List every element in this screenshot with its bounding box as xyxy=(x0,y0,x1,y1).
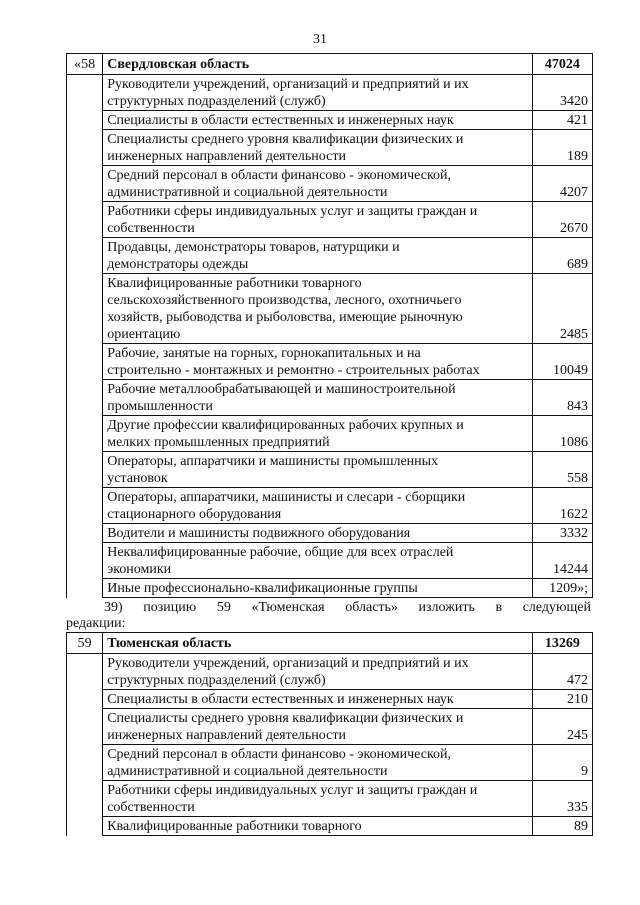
label-line: административной и социальной деятельности xyxy=(107,185,388,200)
table-row xyxy=(67,75,593,111)
occupation-group-label xyxy=(103,452,532,488)
empty-number-cell xyxy=(67,75,103,111)
occupation-group-count: 472 xyxy=(532,654,592,690)
occupation-group-count: 3332 xyxy=(532,524,592,543)
label-line: Руководители учреждений, организаций и предприятий и их xyxy=(107,77,469,92)
occupation-group-label xyxy=(103,238,532,274)
label-line: строительно - монтажных и ремонтно - строительных работах xyxy=(107,363,480,378)
label-line: Неквалифицированные рабочие, общие для всех отраслей xyxy=(107,545,454,560)
label-line: сельскохозяйственного производства, лесного, охотничьего xyxy=(107,293,462,308)
empty-number-cell xyxy=(67,745,103,781)
region-total: 13269 xyxy=(532,633,592,654)
occupation-group-label xyxy=(103,488,532,524)
label-line: стационарного оборудования xyxy=(107,507,282,522)
table-row xyxy=(67,579,593,598)
label-line: Другие профессии квалифицированных рабочих крупных и xyxy=(107,418,464,433)
label-line: хозяйств, рыбоводства и рыболовства, имеющие рыночную xyxy=(107,310,463,325)
table-row xyxy=(67,817,593,836)
empty-number-cell xyxy=(67,452,103,488)
table-row xyxy=(67,202,593,238)
occupation-group-label xyxy=(103,781,532,817)
amendment-paragraph xyxy=(66,600,591,632)
occupation-group-label xyxy=(103,130,532,166)
region-name: Тюменская область xyxy=(103,633,532,654)
occupation-group-count: 843 xyxy=(532,380,592,416)
position-number: 59 xyxy=(67,633,103,654)
occupation-group-count: 558 xyxy=(532,452,592,488)
empty-number-cell xyxy=(67,709,103,745)
empty-number-cell xyxy=(67,781,103,817)
occupation-group-label xyxy=(103,416,532,452)
occupation-group-count: 335 xyxy=(532,781,592,817)
label-line: Специалисты в области естественных и инженерных наук xyxy=(107,692,454,707)
occupation-group-count: 4207 xyxy=(532,166,592,202)
empty-number-cell xyxy=(67,238,103,274)
table-row xyxy=(67,654,593,690)
empty-number-cell xyxy=(67,416,103,452)
occupation-group-count: 9 xyxy=(532,745,592,781)
amendment-line-2: редакции: xyxy=(66,616,126,631)
label-line: административной и социальной деятельности xyxy=(107,764,388,779)
occupation-group-label xyxy=(103,274,532,344)
table-row xyxy=(67,781,593,817)
table-row xyxy=(67,416,593,452)
amendment-line-1: 39) позицию 59 «Тюменская область» изложить в следующей xyxy=(104,600,591,615)
label-line: Средний персонал в области финансово - экономической, xyxy=(107,747,452,762)
occupation-group-label xyxy=(103,709,532,745)
table-row xyxy=(67,166,593,202)
occupation-group-label xyxy=(103,202,532,238)
label-line: Иные профессионально-квалификационные группы xyxy=(107,581,418,596)
table-row xyxy=(67,130,593,166)
label-line: Рабочие металлообрабатывающей и машиностроительной xyxy=(107,382,456,397)
label-line: Квалифицированные работники товарного xyxy=(107,276,362,291)
occupation-group-count: 2670 xyxy=(532,202,592,238)
region-header-row xyxy=(67,633,593,654)
empty-number-cell xyxy=(67,130,103,166)
label-line: Работники сферы индивидуальных услуг и защиты граждан и xyxy=(107,783,478,798)
occupation-group-count: 3420 xyxy=(532,75,592,111)
label-line: Работники сферы индивидуальных услуг и защиты граждан и xyxy=(107,204,478,219)
occupation-group-label xyxy=(103,344,532,380)
label-line: демонстраторы одежды xyxy=(107,257,249,272)
table-row xyxy=(67,543,593,579)
label-line: инженерных направлений деятельности xyxy=(107,149,346,164)
label-line: структурных подразделений (служб) xyxy=(107,94,326,109)
occupation-group-count: 89 xyxy=(532,817,592,836)
occupation-group-count: 245 xyxy=(532,709,592,745)
empty-number-cell xyxy=(67,111,103,130)
label-line: ориентацию xyxy=(107,327,181,342)
empty-number-cell xyxy=(67,344,103,380)
table-row xyxy=(67,488,593,524)
label-line: Специалисты среднего уровня квалификации физических и xyxy=(107,711,464,726)
occupation-group-count: 689 xyxy=(532,238,592,274)
label-line: Продавцы, демонстраторы товаров, натурщики и xyxy=(107,240,400,255)
occupation-group-count: 189 xyxy=(532,130,592,166)
occupation-group-count: 2485 xyxy=(532,274,592,344)
empty-number-cell xyxy=(67,380,103,416)
tyumen-table xyxy=(66,632,593,836)
label-line: Руководители учреждений, организаций и предприятий и их xyxy=(107,656,469,671)
empty-number-cell xyxy=(67,202,103,238)
region-header-row xyxy=(67,54,593,75)
occupation-group-count: 1622 xyxy=(532,488,592,524)
occupation-group-count: 421 xyxy=(532,111,592,130)
label-line: установок xyxy=(107,471,168,486)
table-row xyxy=(67,690,593,709)
table-row xyxy=(67,274,593,344)
occupation-group-label xyxy=(103,745,532,781)
table-row xyxy=(67,111,593,130)
occupation-group-count: 10049 xyxy=(532,344,592,380)
table-row xyxy=(67,524,593,543)
occupation-group-count: 1209»; xyxy=(532,579,592,598)
table-row xyxy=(67,709,593,745)
occupation-group-count: 1086 xyxy=(532,416,592,452)
position-number: «58 xyxy=(67,54,103,75)
label-line: Операторы, аппаратчики, машинисты и слесари - сборщики xyxy=(107,490,466,505)
occupation-group-count: 210 xyxy=(532,690,592,709)
label-line: экономики xyxy=(107,562,172,577)
sverdlovsk-table xyxy=(66,53,593,598)
label-line: Специалисты среднего уровня квалификации физических и xyxy=(107,132,464,147)
empty-number-cell xyxy=(67,274,103,344)
label-line: собственности xyxy=(107,221,195,236)
occupation-group-label xyxy=(103,579,532,598)
table-row xyxy=(67,452,593,488)
occupation-group-label xyxy=(103,690,532,709)
empty-number-cell xyxy=(67,166,103,202)
label-line: Рабочие, занятые на горных, горнокапитальных и на xyxy=(107,346,421,361)
occupation-group-count: 14244 xyxy=(532,543,592,579)
label-line: Квалифицированные работники товарного xyxy=(107,819,362,834)
label-line: промышленности xyxy=(107,399,213,414)
label-line: Операторы, аппаратчики и машинисты промышленных xyxy=(107,454,439,469)
region-total: 47024 xyxy=(532,54,592,75)
occupation-group-label xyxy=(103,166,532,202)
table-row xyxy=(67,745,593,781)
table-row xyxy=(67,344,593,380)
empty-number-cell xyxy=(67,654,103,690)
occupation-group-label xyxy=(103,75,532,111)
empty-number-cell xyxy=(67,488,103,524)
empty-number-cell xyxy=(67,524,103,543)
empty-number-cell xyxy=(67,690,103,709)
occupation-group-label xyxy=(103,543,532,579)
table-row xyxy=(67,380,593,416)
occupation-group-label xyxy=(103,817,532,836)
occupation-group-label xyxy=(103,380,532,416)
empty-number-cell xyxy=(67,579,103,598)
page-number: 31 xyxy=(313,32,327,47)
occupation-group-label xyxy=(103,654,532,690)
empty-number-cell xyxy=(67,543,103,579)
label-line: собственности xyxy=(107,800,195,815)
label-line: структурных подразделений (служб) xyxy=(107,673,326,688)
label-line: Специалисты в области естественных и инженерных наук xyxy=(107,113,454,128)
empty-number-cell xyxy=(67,817,103,836)
table-row xyxy=(67,238,593,274)
label-line: Водители и машинисты подвижного оборудования xyxy=(107,526,411,541)
label-line: мелких промышленных предприятий xyxy=(107,435,330,450)
label-line: Средний персонал в области финансово - экономической, xyxy=(107,168,452,183)
region-name: Свердловская область xyxy=(103,54,532,75)
occupation-group-label xyxy=(103,111,532,130)
occupation-group-label xyxy=(103,524,532,543)
label-line: инженерных направлений деятельности xyxy=(107,728,346,743)
